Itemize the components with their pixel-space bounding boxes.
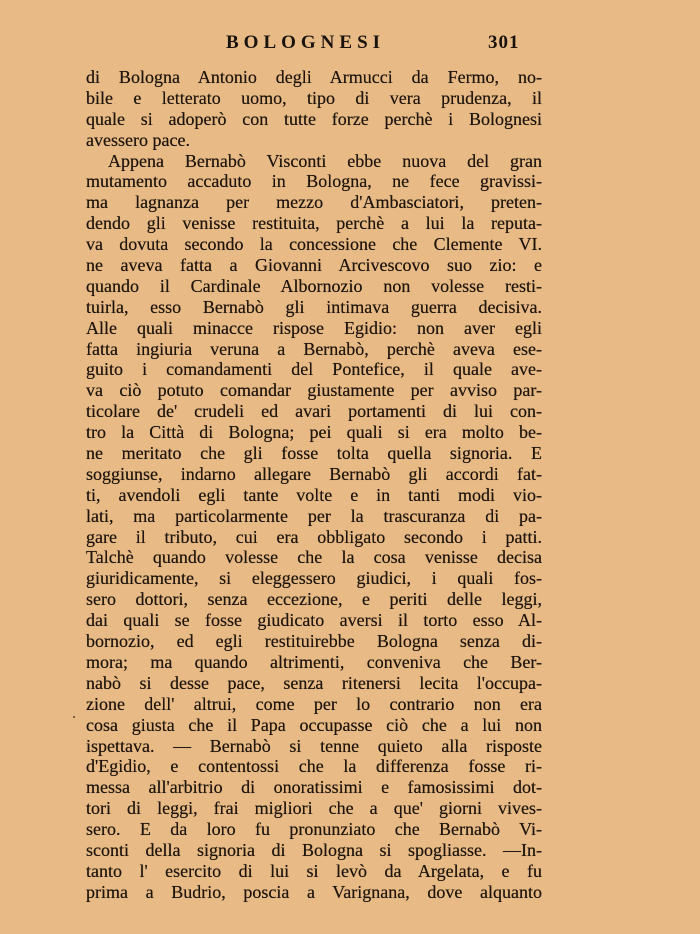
text-line: guito i comandamenti del Pontefice, il quale ave- [86, 359, 542, 380]
text-line: sero. E da loro fu pronunziato che Bernabò Vi- [86, 819, 542, 840]
text-line: di Bologna Antonio degli Armucci da Fermo, no- [86, 67, 542, 87]
text-line: lati, ma particolarmente per la trascuranza di pa- [86, 505, 542, 526]
running-head [0, 32, 700, 56]
paragraph-start-line: Appena Bernabò Visconti ebbe nuova del gran [108, 150, 542, 171]
page-number: 301 [488, 32, 520, 53]
text-line: tro la Città di Bologna; pei quali si era molto be- [86, 422, 542, 443]
text-line: cosa giusta che il Papa occupasse ciò che a lui non [86, 714, 542, 735]
text-line: quando il Cardinale Albornozio non volesse resti- [86, 275, 542, 296]
text-line: tuirla, esso Bernabò gli intimava guerra decisiva. [86, 296, 542, 317]
text-line: ma lagnanza per mezzo d'Ambasciatori, preten- [86, 192, 542, 213]
text-line: tori di leggi, frai migliori che a que' giorni vives- [86, 798, 542, 819]
text-line: va ciò potuto comandar giustamente per avviso par- [86, 380, 542, 401]
text-line: fatta ingiuria veruna a Bernabò, perchè aveva ese- [86, 338, 542, 359]
text-line: quale si adoperò con tutte forze perchè i Bolognesi [86, 108, 542, 129]
text-line: bile e letterato uomo, tipo di vera prudenza, il [86, 87, 542, 108]
text-line: mora; ma quando altrimenti, conveniva che Ber- [86, 651, 542, 672]
running-title: BOLOGNESI [226, 32, 386, 53]
text-line: soggiunse, indarno allegare Bernabò gli accordi fat- [86, 463, 542, 484]
text-line: avessero pace. [86, 129, 190, 150]
text-line: va dovuta secondo la concessione che Clemente VI. [86, 234, 542, 255]
text-line: messa all'arbitrio di onoratissimi e famosissimi dot- [86, 777, 542, 798]
text-line: dai quali se fosse giudicato aversi il torto esso Al- [86, 610, 542, 631]
margin-speck [73, 716, 75, 718]
text-line: ne meritato che gli fosse tolta quella signoria. E [86, 443, 542, 464]
text-line: tanto l' esercito di lui si levò da Argelata, e fu [86, 860, 542, 881]
text-line: sero dottori, senza eccezione, e periti delle leggi, [86, 589, 542, 610]
text-line: gare il tributo, cui era obbligato secondo i patti. [86, 526, 542, 547]
text-line: prima a Budrio, poscia a Varignana, dove alquanto [86, 881, 542, 902]
text-line: d'Egidio, e contentossi che la differenza fosse ri- [86, 756, 542, 777]
text-line: ispettava. — Bernabò si tenne quieto alla risposte [86, 735, 542, 756]
text-line: Talchè quando volesse che la cosa venisse decisa [86, 547, 542, 568]
text-line: dendo gli venisse restituita, perchè a lui la reputa- [86, 213, 542, 234]
text-line: ti, avendoli egli tante volte e in tanti modi vio- [86, 484, 542, 505]
text-line: Alle quali minacce rispose Egidio: non aver egli [86, 317, 542, 338]
text-line: ticolare de' crudeli ed avari portamenti di lui con- [86, 401, 542, 422]
text-line: nabò si desse pace, senza ritenersi lecita l'occupa- [86, 672, 542, 693]
text-line: sconti della signoria di Bologna si spogliasse. —In- [86, 839, 542, 860]
text-line: giuridicamente, si eleggessero giudici, i quali fos- [86, 568, 542, 589]
text-line: mutamento accaduto in Bologna, ne fece gravissi- [86, 171, 542, 192]
text-line: ne aveva fatta a Giovanni Arcivescovo suo zio: e [86, 255, 542, 276]
body-text [86, 67, 542, 903]
text-line: zione dell' altrui, come per lo contrario non era [86, 693, 542, 714]
text-line: bornozio, ed egli restituirebbe Bologna senza di- [86, 631, 542, 652]
